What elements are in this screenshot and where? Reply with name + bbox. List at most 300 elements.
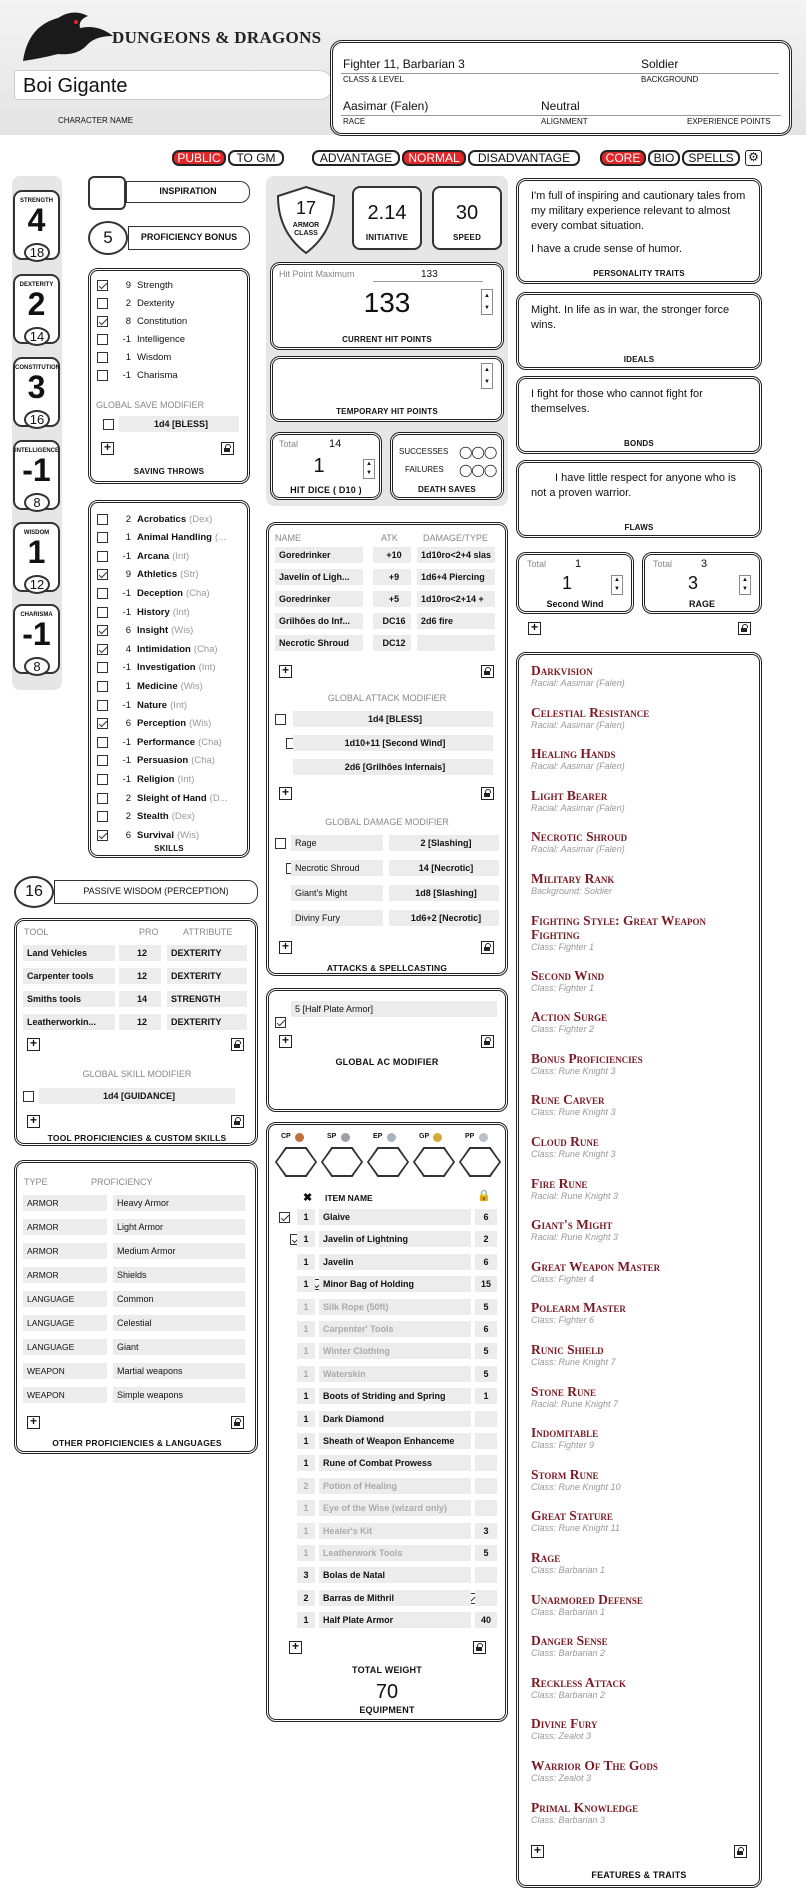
equipped-checkbox[interactable]: [279, 1212, 290, 1223]
feature-item[interactable]: [531, 1676, 721, 1701]
ac-modifier-checkbox[interactable]: [275, 1017, 286, 1028]
second-wind-value[interactable]: 1: [561, 573, 572, 593]
proficiency-checkbox[interactable]: [97, 830, 108, 841]
ability-dexterity[interactable]: DEXTERITY 2 14: [13, 274, 60, 344]
personality-traits-box[interactable]: [516, 178, 762, 284]
skill-row[interactable]: [97, 640, 218, 658]
item-name[interactable]: Bolas de Natal: [319, 1567, 471, 1583]
saving-throws-panel: [88, 268, 250, 484]
bonds-box[interactable]: [516, 376, 762, 454]
item-name[interactable]: Boots of Striding and Spring: [319, 1388, 471, 1404]
proficiency-checkbox[interactable]: [97, 370, 108, 381]
tool-pro[interactable]: 14: [119, 991, 161, 1007]
item-weight[interactable]: 3: [475, 1523, 497, 1539]
tool-attribute[interactable]: DEXTERITY: [167, 968, 247, 984]
global-skill-value[interactable]: 1d4 [GUIDANCE]: [39, 1088, 235, 1104]
skill-attribute: (Dex): [189, 513, 213, 525]
feature-item[interactable]: [531, 1634, 721, 1659]
attack-name[interactable]: Javelin of Ligh...: [275, 569, 363, 585]
ac-modifier-value[interactable]: 5 [Half Plate Armor]: [291, 1001, 497, 1017]
proficiency-checkbox[interactable]: [97, 718, 108, 729]
item-quantity[interactable]: 1: [297, 1388, 315, 1404]
feature-item[interactable]: [531, 1093, 721, 1118]
disadvantage-toggle[interactable]: DISADVANTAGE: [468, 150, 580, 166]
item-weight[interactable]: [475, 1433, 497, 1449]
proficiency-type[interactable]: ARMOR: [23, 1267, 107, 1283]
feature-name: Divine Fury: [531, 1716, 598, 1732]
item-quantity[interactable]: 1: [297, 1209, 315, 1225]
item-name[interactable]: Silk Rope (50ft): [319, 1299, 471, 1315]
global-skill-checkbox[interactable]: [23, 1091, 34, 1102]
feature-item[interactable]: [531, 1177, 721, 1202]
tool-pro[interactable]: 12: [119, 945, 161, 961]
feature-item[interactable]: [531, 1052, 721, 1077]
rage-total[interactable]: 3: [701, 558, 708, 570]
feature-item[interactable]: [531, 789, 721, 814]
item-name[interactable]: Javelin: [319, 1254, 471, 1270]
add-skill-modifier-button[interactable]: +: [27, 1115, 40, 1128]
proficiency-checkbox[interactable]: [97, 588, 108, 599]
proficiency-value[interactable]: 5: [88, 221, 128, 255]
item-quantity[interactable]: 3: [297, 1567, 315, 1583]
proficiency-checkbox[interactable]: [97, 644, 108, 655]
feature-source: Class: Fighter 4: [531, 1273, 595, 1284]
weight-lock-icon: 🔒: [477, 1190, 491, 1202]
attack-modifier-value[interactable]: 2d6 [Grilhões Infernais]: [293, 759, 493, 775]
item-weight[interactable]: [475, 1455, 497, 1471]
feature-item[interactable]: [531, 1010, 721, 1035]
feature-source: Class: Barbarian 2: [531, 1689, 606, 1700]
damage-modifier-value[interactable]: 1d8 [Slashing]: [389, 885, 499, 901]
proficiency-type[interactable]: LANGUAGE: [23, 1339, 107, 1355]
item-weight[interactable]: 2: [475, 1231, 497, 1247]
pro-header: PRO: [139, 927, 159, 937]
tool-name[interactable]: Land Vehicles: [23, 945, 115, 961]
add-feature-button[interactable]: +: [531, 1845, 544, 1858]
lock-icon[interactable]: [231, 1038, 244, 1051]
armor-class-value[interactable]: 17: [295, 198, 317, 218]
speed-box[interactable]: [432, 186, 502, 250]
attack-damage[interactable]: 1d10ro<2+4 slas: [417, 547, 495, 563]
feature-source: Racial: Aasimar (Falen): [531, 719, 625, 730]
item-quantity[interactable]: 1: [297, 1276, 315, 1292]
attack-bonus[interactable]: DC12: [373, 635, 411, 651]
proficiency-checkbox[interactable]: [97, 774, 108, 785]
proficiency-checkbox[interactable]: [97, 514, 108, 525]
item-weight[interactable]: [475, 1411, 497, 1427]
current-hp-value[interactable]: 133: [363, 287, 411, 318]
lock-icon[interactable]: [481, 665, 494, 678]
add-proficiency-button[interactable]: +: [27, 1416, 40, 1429]
item-quantity[interactable]: 2: [297, 1478, 315, 1494]
skill-row[interactable]: [97, 622, 193, 640]
attack-name[interactable]: Goredrinker: [275, 547, 363, 563]
name-field[interactable]: [14, 70, 334, 100]
item-name[interactable]: Healer's Kit: [319, 1523, 471, 1539]
proficiency-value[interactable]: Medium Armor: [113, 1243, 245, 1259]
saving-throw-row[interactable]: [97, 348, 171, 366]
item-name[interactable]: Glaive: [319, 1209, 471, 1225]
hp-stepper[interactable]: ▲ ▼: [481, 289, 493, 315]
damage-modifier-value[interactable]: 2 [Slashing]: [389, 835, 499, 851]
close-icon[interactable]: ✖: [303, 1192, 313, 1204]
other-proficiencies-label: OTHER PROFICIENCIES & LANGUAGES: [52, 1438, 222, 1448]
item-quantity[interactable]: 1: [297, 1321, 315, 1337]
feature-item[interactable]: [531, 1218, 721, 1243]
proficiency-value[interactable]: Common: [113, 1291, 245, 1307]
feature-item[interactable]: [531, 914, 721, 953]
lock-icon[interactable]: [734, 1845, 747, 1858]
lock-icon[interactable]: [231, 1115, 244, 1128]
skill-name: Intimidation: [137, 643, 191, 655]
attacks-label: ATTACKS & SPELLCASTING: [326, 963, 448, 973]
ideals-box[interactable]: [516, 292, 762, 370]
item-weight[interactable]: 40: [475, 1612, 497, 1628]
item-name[interactable]: Sheath of Weapon Enhanceme: [319, 1433, 471, 1449]
attack-name[interactable]: Goredrinker: [275, 591, 363, 607]
damage-modifier-name[interactable]: Necrotic Shroud: [291, 860, 383, 876]
proficiency-checkbox[interactable]: [97, 755, 108, 766]
lock-icon[interactable]: [221, 442, 234, 455]
proficiency-checkbox[interactable]: [97, 316, 108, 327]
lock-icon[interactable]: [481, 1035, 494, 1048]
feature-item[interactable]: [531, 1759, 721, 1784]
feature-item[interactable]: [531, 1343, 721, 1368]
public-toggle[interactable]: PUBLIC: [172, 150, 226, 166]
feature-item[interactable]: [531, 1551, 721, 1576]
skill-row[interactable]: [97, 770, 194, 788]
feature-item[interactable]: [531, 1385, 721, 1410]
add-item-button[interactable]: +: [289, 1641, 302, 1654]
item-weight[interactable]: 6: [475, 1321, 497, 1337]
ac-modifier-panel: [266, 988, 508, 1112]
tool-pro[interactable]: 12: [119, 968, 161, 984]
proficiency-checkbox[interactable]: [97, 700, 108, 711]
rage-total-label: Total: [653, 559, 673, 569]
spells-tab[interactable]: SPELLS: [682, 150, 740, 166]
saving-throw-row[interactable]: [97, 366, 178, 384]
proficiency-value[interactable]: Heavy Armor: [113, 1195, 245, 1211]
skill-row[interactable]: [97, 696, 187, 714]
proficiency-checkbox[interactable]: [97, 607, 108, 618]
skill-row[interactable]: [97, 547, 189, 565]
temp-hp-stepper[interactable]: ▲ ▼: [481, 363, 493, 389]
normal-toggle[interactable]: NORMAL: [402, 150, 466, 166]
saving-throw-row[interactable]: [97, 312, 187, 330]
item-weight[interactable]: 5: [475, 1545, 497, 1561]
saving-throw-row[interactable]: [97, 276, 173, 294]
proficiency-checkbox[interactable]: [97, 662, 108, 673]
skill-value: -1: [122, 736, 131, 748]
attack-bonus[interactable]: +9: [373, 569, 411, 585]
race-label: RACE: [343, 117, 366, 126]
second-wind-stepper[interactable]: ▲ ▼: [611, 575, 623, 595]
initiative-label: INITIATIVE: [365, 233, 409, 242]
proficiency-checkbox[interactable]: [97, 352, 108, 363]
feature-item[interactable]: [531, 1301, 721, 1326]
feature-item[interactable]: [531, 1801, 721, 1826]
proficiency-checkbox[interactable]: [97, 280, 108, 291]
skill-row[interactable]: [97, 715, 211, 733]
add-tool-button[interactable]: +: [27, 1038, 40, 1051]
tool-attribute[interactable]: DEXTERITY: [167, 1014, 247, 1030]
gear-icon[interactable]: ⚙: [745, 150, 762, 166]
add-attack-modifier-button[interactable]: +: [279, 787, 292, 800]
damage-modifier-value[interactable]: 14 [Necrotic]: [389, 860, 499, 876]
attack-bonus[interactable]: +10: [373, 547, 411, 563]
add-ac-modifier-button[interactable]: +: [279, 1035, 292, 1048]
global-save-checkbox[interactable]: [103, 419, 114, 430]
attack-name[interactable]: Necrotic Shroud: [275, 635, 363, 651]
item-weight[interactable]: 5: [475, 1299, 497, 1315]
lock-icon[interactable]: [473, 1641, 486, 1654]
to-gm-toggle[interactable]: TO GM: [228, 150, 284, 166]
death-saves-label: DEATH SAVES: [418, 485, 476, 494]
advantage-toggle[interactable]: ADVANTAGE: [312, 150, 400, 166]
proficiency-value[interactable]: Light Armor: [113, 1219, 245, 1235]
proficiency-checkbox[interactable]: [97, 532, 108, 543]
proficiency-checkbox[interactable]: [97, 625, 108, 636]
item-weight[interactable]: 5: [475, 1366, 497, 1382]
skill-row[interactable]: [97, 826, 199, 844]
proficiency-type[interactable]: WEAPON: [23, 1387, 107, 1403]
rage-stepper[interactable]: ▲ ▼: [739, 575, 751, 595]
item-name[interactable]: Rune of Combat Prowess: [319, 1455, 471, 1471]
save-name: Intelligence: [137, 333, 186, 345]
tool-attribute[interactable]: DEXTERITY: [167, 945, 247, 961]
item-weight[interactable]: 6: [475, 1254, 497, 1270]
skill-row[interactable]: [97, 566, 199, 584]
add-resource-button[interactable]: +: [528, 622, 541, 635]
feature-name: Second Wind: [531, 967, 605, 983]
item-name[interactable]: Winter Clothing: [319, 1343, 471, 1359]
feature-item[interactable]: [531, 664, 721, 689]
item-quantity[interactable]: 2: [297, 1590, 315, 1606]
proficiency-type[interactable]: WEAPON: [23, 1363, 107, 1379]
feature-item[interactable]: [531, 747, 721, 772]
skill-attribute: (Int): [170, 699, 187, 711]
class-level-value[interactable]: Fighter 11, Barbarian 3: [343, 57, 465, 71]
lock-icon[interactable]: [481, 941, 494, 954]
item-weight[interactable]: 1: [475, 1388, 497, 1404]
background-value[interactable]: Soldier: [641, 57, 679, 71]
add-damage-modifier-button[interactable]: +: [279, 941, 292, 954]
initiative-box[interactable]: [352, 186, 422, 250]
ability-constitution[interactable]: CONSTITUTION 3 16: [13, 357, 60, 427]
inspiration-checkbox[interactable]: [88, 176, 126, 210]
success-circles[interactable]: ◯◯◯: [459, 445, 497, 459]
feature-item[interactable]: [531, 872, 721, 897]
attack-bonus[interactable]: DC16: [373, 613, 411, 629]
attack-damage[interactable]: 1d6+4 Piercing: [417, 569, 495, 585]
skill-row[interactable]: [97, 584, 210, 602]
tool-name[interactable]: Carpenter tools: [23, 968, 115, 984]
item-weight[interactable]: 5: [475, 1343, 497, 1359]
feature-item[interactable]: [531, 706, 721, 731]
coin-label-pp: PP: [465, 1133, 475, 1140]
feature-item[interactable]: [531, 1593, 721, 1618]
proficiency-checkbox[interactable]: [97, 298, 108, 309]
attack-bonus[interactable]: +5: [373, 591, 411, 607]
proficiency-checkbox[interactable]: [97, 334, 108, 345]
item-name[interactable]: Potion of Healing: [319, 1478, 471, 1494]
skill-row[interactable]: [97, 603, 190, 621]
proficiency-value[interactable]: Simple weapons: [113, 1387, 245, 1403]
attack-modifier-value[interactable]: 1d10+11 [Second Wind]: [293, 735, 493, 751]
feature-item[interactable]: [531, 1426, 721, 1451]
item-name[interactable]: Javelin of Lightning: [319, 1231, 471, 1247]
item-quantity[interactable]: 1: [297, 1455, 315, 1471]
item-quantity[interactable]: 1: [297, 1523, 315, 1539]
skill-row[interactable]: [97, 529, 226, 547]
item-weight[interactable]: 15: [475, 1276, 497, 1292]
rage-value[interactable]: 3: [687, 573, 698, 593]
skill-name: Stealth: [137, 811, 169, 823]
global-save-value[interactable]: 1d4 [BLESS]: [119, 416, 239, 432]
lock-icon[interactable]: [481, 787, 494, 800]
item-quantity[interactable]: 1: [297, 1366, 315, 1382]
feature-source: Racial: Rune Knight 3: [531, 1232, 619, 1243]
skill-row[interactable]: [97, 659, 215, 677]
proficiency-checkbox[interactable]: [97, 811, 108, 822]
attack-damage[interactable]: 2d6 fire: [417, 613, 495, 629]
proficiency-checkbox[interactable]: [97, 793, 108, 804]
feature-item[interactable]: [531, 1135, 721, 1160]
item-name[interactable]: Dark Diamond: [319, 1411, 471, 1427]
lock-icon[interactable]: [231, 1416, 244, 1429]
feature-item[interactable]: [531, 1509, 721, 1534]
tool-attribute[interactable]: STRENGTH: [167, 991, 247, 1007]
coin-icon: [387, 1133, 396, 1142]
item-name[interactable]: Barras de Mithril: [319, 1590, 471, 1606]
attack-damage[interactable]: [417, 635, 495, 651]
proficiency-value[interactable]: Shields: [113, 1267, 245, 1283]
item-weight[interactable]: [475, 1500, 497, 1516]
item-quantity[interactable]: 1: [297, 1612, 315, 1628]
proficiency-type[interactable]: LANGUAGE: [23, 1315, 107, 1331]
race-value[interactable]: Aasimar (Falen): [343, 99, 429, 113]
ability-intelligence[interactable]: INTELLIGENCE -1 8: [13, 440, 60, 510]
damage-modifier-name[interactable]: Giant's Might: [291, 885, 383, 901]
add-save-modifier-button[interactable]: +: [101, 442, 114, 455]
second-wind-total[interactable]: 1: [575, 558, 582, 570]
core-tab[interactable]: CORE: [600, 150, 646, 166]
damage-modifier-value[interactable]: 1d6+2 [Necrotic]: [389, 910, 499, 926]
ability-wisdom[interactable]: WISDOM 1 12: [13, 522, 60, 592]
ability-charisma[interactable]: CHARISMA -1 8: [13, 604, 60, 674]
item-quantity[interactable]: 1: [297, 1545, 315, 1561]
feature-item[interactable]: [531, 830, 721, 855]
lock-icon[interactable]: [738, 622, 751, 635]
attack-damage[interactable]: 1d10ro<2+14 +: [417, 591, 495, 607]
feature-source: Class: Rune Knight 10: [531, 1481, 621, 1492]
tool-name[interactable]: Smiths tools: [23, 991, 115, 1007]
passive-wisdom-value[interactable]: 16: [14, 876, 54, 908]
feature-item[interactable]: [531, 1260, 721, 1285]
item-quantity[interactable]: 1: [297, 1433, 315, 1449]
item-weight[interactable]: [475, 1567, 497, 1583]
skill-row[interactable]: [97, 677, 203, 695]
ability-strength[interactable]: STRENGTH 4 18: [13, 190, 60, 260]
skill-value: 9: [125, 569, 131, 581]
item-weight[interactable]: 6: [475, 1209, 497, 1225]
hd-stepper[interactable]: ▲ ▼: [363, 459, 375, 479]
bio-tab[interactable]: BIO: [648, 150, 680, 166]
proficiency-value[interactable]: Celestial: [113, 1315, 245, 1331]
skill-row[interactable]: [97, 510, 212, 528]
skill-row[interactable]: [97, 733, 222, 751]
skill-row[interactable]: [97, 789, 228, 807]
item-weight[interactable]: [475, 1590, 497, 1606]
item-name[interactable]: Eye of the Wise (wizard only): [319, 1500, 471, 1516]
proficiency-checkbox[interactable]: [97, 681, 108, 692]
proficiency-checkbox[interactable]: [97, 737, 108, 748]
proficiency-type[interactable]: ARMOR: [23, 1219, 107, 1235]
feature-name: Action Surge: [531, 1009, 608, 1025]
damage-modifier-name[interactable]: Rage: [291, 835, 383, 851]
proficiency-type[interactable]: ARMOR: [23, 1243, 107, 1259]
attack-modifier-value[interactable]: 1d4 [BLESS]: [293, 711, 493, 727]
flaws-box[interactable]: [516, 460, 762, 538]
attack-modifier-checkbox[interactable]: [275, 714, 286, 725]
item-quantity[interactable]: 1: [297, 1500, 315, 1516]
item-name[interactable]: Carpenter' Tools: [319, 1321, 471, 1337]
skill-row[interactable]: [97, 808, 195, 826]
hd-total-value[interactable]: 14: [329, 438, 342, 450]
hd-value[interactable]: 1: [313, 455, 325, 477]
alignment-value[interactable]: Neutral: [541, 99, 580, 113]
hp-max-value[interactable]: 133: [421, 269, 438, 280]
saving-throw-row[interactable]: [97, 330, 185, 348]
tool-name[interactable]: Leatherworkin...: [23, 1014, 115, 1030]
item-quantity[interactable]: 1: [297, 1299, 315, 1315]
item-quantity[interactable]: 1: [297, 1254, 315, 1270]
feature-item[interactable]: [531, 1468, 721, 1493]
save-value: 1: [125, 351, 131, 363]
passive-wisdom-label: PASSIVE WISDOM (PERCEPTION): [54, 880, 258, 904]
proficiency-checkbox[interactable]: [97, 551, 108, 562]
item-quantity[interactable]: 1: [297, 1411, 315, 1427]
tool-pro[interactable]: 12: [119, 1014, 161, 1030]
dragon-logo-icon: [18, 6, 118, 66]
proficiency-checkbox[interactable]: [97, 569, 108, 580]
item-name[interactable]: Waterskin: [319, 1366, 471, 1382]
failure-circles[interactable]: ◯◯◯: [459, 463, 497, 477]
item-name[interactable]: Half Plate Armor: [319, 1612, 471, 1628]
feature-item[interactable]: [531, 969, 721, 994]
proficiency-type[interactable]: ARMOR: [23, 1195, 107, 1211]
damage-modifier-name[interactable]: Diviny Fury: [291, 910, 383, 926]
damage-modifier-checkbox[interactable]: [275, 838, 286, 849]
rage-label: RAGE: [688, 599, 715, 609]
total-weight-value[interactable]: 70: [375, 1681, 399, 1703]
item-name[interactable]: Minor Bag of Holding: [319, 1276, 471, 1292]
proficiency-value[interactable]: Martial weapons: [113, 1363, 245, 1379]
saving-throw-row[interactable]: [97, 294, 174, 312]
item-weight[interactable]: [475, 1478, 497, 1494]
proficiency-type[interactable]: LANGUAGE: [23, 1291, 107, 1307]
proficiency-value[interactable]: Giant: [113, 1339, 245, 1355]
item-name[interactable]: Leatherwork Tools: [319, 1545, 471, 1561]
add-attack-button[interactable]: +: [279, 665, 292, 678]
attack-name[interactable]: Grilhões do Inf...: [275, 613, 363, 629]
feature-item[interactable]: [531, 1717, 721, 1742]
item-quantity[interactable]: 1: [297, 1231, 315, 1247]
skill-row[interactable]: [97, 752, 215, 770]
item-quantity[interactable]: 1: [297, 1343, 315, 1359]
feature-source: Background: Soldier: [531, 886, 613, 896]
feature-source: Class: Barbarian 1: [531, 1565, 606, 1575]
